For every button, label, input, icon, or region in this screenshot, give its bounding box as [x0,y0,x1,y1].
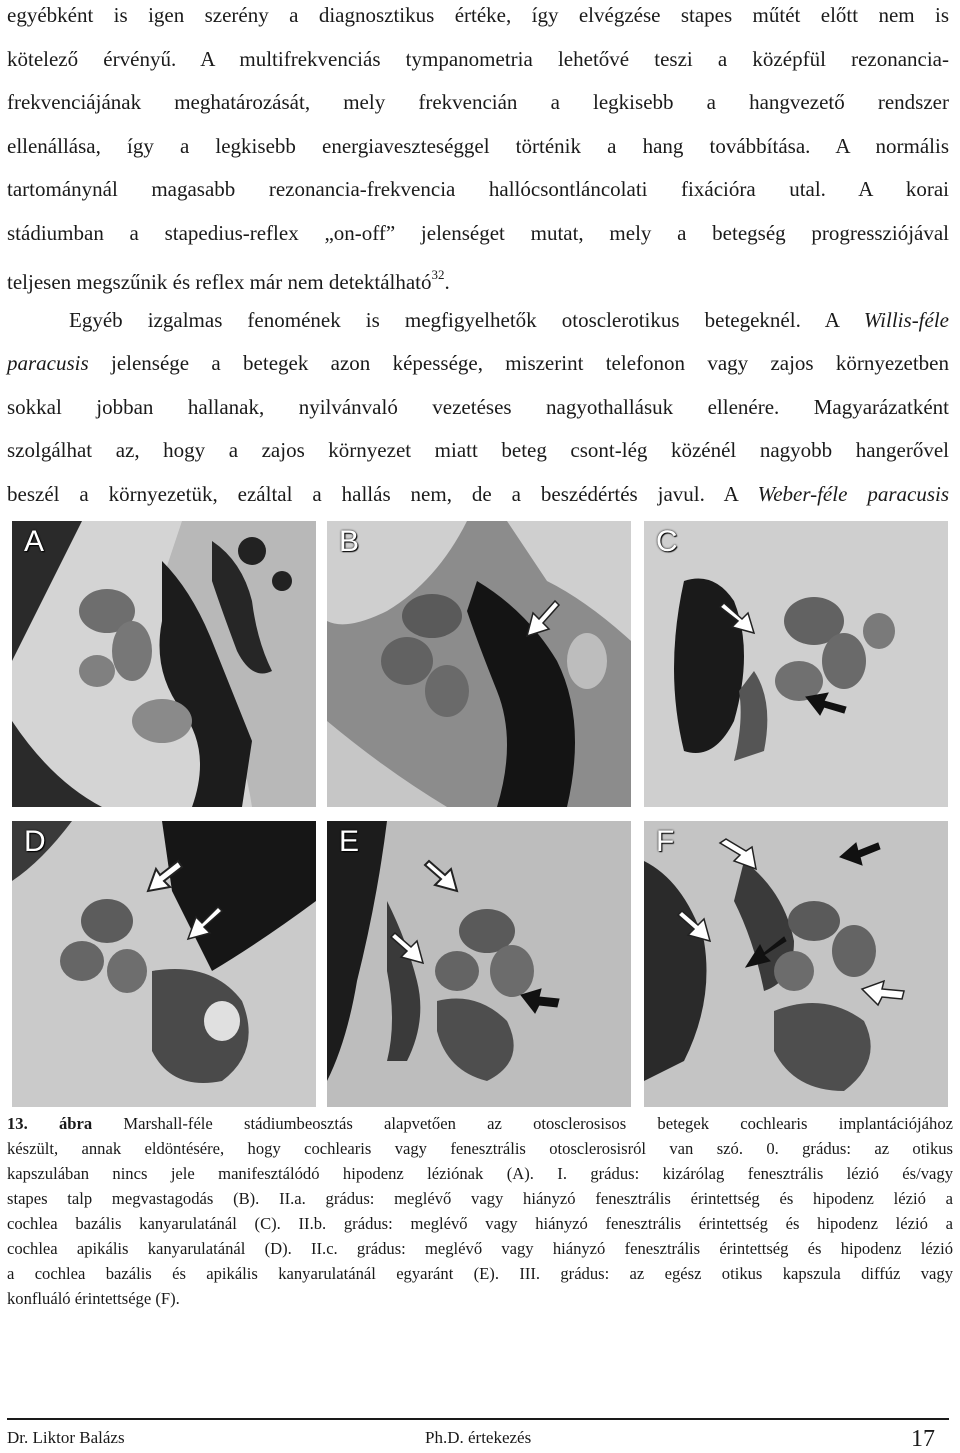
body-line [7,342,949,386]
panel-label: F [656,825,675,858]
body-line: frekvenciájának meghatározását, mely frekvencián a legkisebb a hangvezető rendszer [7,90,949,114]
body-line [7,473,949,517]
body-line: tartománynál magasabb rezonancia-frekvencia hallócsontláncolati fixációra utal. A korai [7,177,949,201]
ct-figure [12,521,948,1107]
panel-label: E [339,825,360,858]
panel-label: C [656,525,678,558]
caption-line: készült, annak eldöntésére, hogy cochlearis vagy fenesztrális otosclerosisról van szó. 0. grádus: az otikus [7,1139,953,1158]
body-text-run: teljesen megszűnik és reflex már nem detektálható [7,270,432,294]
ct-panel-c [644,521,948,807]
footer-title: Ph.D. értekezés [425,1428,532,1447]
ct-panel-e [327,821,631,1107]
body-text-run: Egyéb izgalmas fenomének is megfigyelhetők otosclerotikus betegeknél. A [69,307,839,332]
ct-scan-image [12,821,316,1107]
caption-line: kapszulában nincs jele manifesztálódó hipodenz léziónak (A). I. grádus: kizárólag fenesztrális lézió és/vagy [7,1164,953,1183]
caption-line: cochlea apikális kanyarulatánál (D). II.c. grádus: meglévő vagy hiányzó fenesztrális érintettség és hipodenz lézió [7,1239,953,1258]
body-text [7,0,949,516]
body-line [7,299,949,343]
caption-line [7,1111,953,1136]
ct-scan-image [644,821,948,1107]
page-footer [7,1418,949,1452]
ct-panel-f [644,821,948,1107]
page-number: 17 [911,1426,935,1452]
caption-line: stapes talp megvastagodás (B). II.a. grádus: meglévő vagy hiányzó fenesztrális érintettség és hipodenz lézió a [7,1189,953,1208]
ct-scan-image [12,521,316,807]
figure-number: 13. ábra [7,1114,93,1133]
panel-label: A [24,525,45,558]
caption-text-run: Marshall-féle stádiumbeosztás alapvetően az otosclerosisos betegek cochlearis implantációjához [123,1114,953,1133]
body-line: sokkal jobban hallanak, nyilvánvaló vezetéses nagyothallásuk ellenére. Magyarázatként [7,394,949,419]
body-text-run: jelensége a betegek azon képessége, miszerint telefonon vagy zajos környezetben [111,351,950,375]
body-line: szolgálhat az, hogy a zajos környezet miatt beteg csont-lég közénél nagyobb hangerővel [7,438,949,462]
footer-author: Dr. Liktor Balázs [7,1428,125,1447]
ct-scan-image [327,521,631,807]
body-line: stádiumban a stapedius-reflex „on-off” jelenséget mutat, mely a betegség progressziójával [7,220,949,245]
body-line: kötelező érvényű. A multifrekvenciás tympanometria lehetővé teszi a középfül rezonancia- [7,46,949,71]
body-text-run: beszél a környezetük, ezáltal a hallás nem, de a beszédértés javul. A [7,481,738,506]
caption-line: a cochlea bazális és apikális kanyarulatánál egyaránt (E). III. grádus: az egész otikus kapszula diffúz vagy [7,1264,953,1283]
italic-term: Weber-féle paracusis [757,481,950,506]
ct-panel-a [12,521,316,807]
citation-superscript: 32 [431,267,445,282]
ct-panel-b [327,521,631,807]
italic-term: Willis-féle [863,307,949,332]
body-line: egyébként is igen szerény a diagnosztikus értéke, így elvégzése stapes műtét előtt nem is [7,3,949,27]
body-line: ellenállása, így a legkisebb energiaveszteséggel történik a hang továbbítása. A normális [7,133,949,158]
ct-scan-image [644,521,948,807]
italic-term: paracusis [7,351,89,375]
caption-line: cochlea bazális kanyarulatánál (C). II.b. grádus: meglévő vagy hiányzó fenesztrális érintettség és hipodenz lézió a [7,1214,953,1233]
ct-panel-d [12,821,316,1107]
body-text-run: . [444,270,450,294]
panel-label: D [24,825,46,858]
caption-line: konfluáló érintettsége (F). [7,1289,180,1308]
panel-label: B [339,525,360,558]
ct-scan-image [327,821,631,1107]
body-line [7,255,949,299]
figure-caption [7,1111,953,1311]
